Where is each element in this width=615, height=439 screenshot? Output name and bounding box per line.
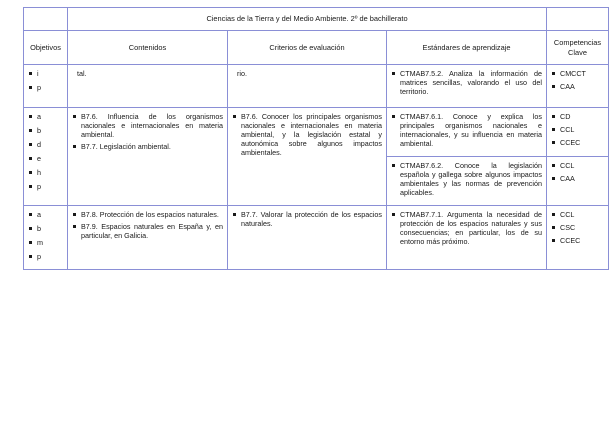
objetivo-item: i — [28, 69, 63, 78]
curriculum-table — [23, 7, 609, 270]
competencia-item: CCEC — [551, 138, 604, 147]
criterio-text: rio. — [237, 69, 247, 78]
contenido-item: B7.7. Legislación ambiental. — [72, 142, 223, 151]
objetivo-item: b — [28, 126, 63, 135]
header-criterios: Criterios de evaluación — [228, 31, 387, 65]
objetivo-item: p — [28, 182, 63, 191]
contenido-item: B7.9. Espacios naturales en España y, en particular, en Galicia. — [72, 222, 223, 240]
header-competencias: Competencias Clave — [547, 31, 609, 65]
competencia-item: CD — [551, 112, 604, 121]
competencia-item: CCEC — [551, 236, 604, 245]
criterio-item: B7.7. Valorar la protección de los espacios naturales. — [232, 210, 382, 228]
competencia-item: CAA — [551, 82, 604, 91]
estandar-item: CTMAB7.7.1. Argumenta la necesidad de protección de los espacios naturales y sus consecuencias; en particular, los de su entorno más próximo. — [391, 210, 542, 246]
objetivo-item: p — [28, 83, 63, 92]
objetivo-item: a — [28, 112, 63, 121]
competencia-item: CCL — [551, 210, 604, 219]
objetivo-item: p — [28, 252, 63, 261]
table-title: Ciencias de la Tierra y del Medio Ambiente. 2º de bachillerato — [68, 8, 547, 31]
competencia-item: CMCCT — [551, 69, 604, 78]
header-objetivos: Objetivos — [24, 31, 68, 65]
table-row — [24, 108, 609, 157]
competencia-item: CAA — [551, 174, 604, 183]
contenido-text: tal. — [77, 69, 87, 78]
objetivo-item: h — [28, 168, 63, 177]
estandar-item: CTMAB7.5.2. Analiza la información de matrices sencillas, valorando el uso del territorio. — [391, 69, 542, 96]
competencia-item: CCL — [551, 161, 604, 170]
competencia-item: CCL — [551, 125, 604, 134]
table-row — [24, 206, 609, 270]
header-contenidos: Contenidos — [68, 31, 228, 65]
contenido-item: B7.6. Influencia de los organismos nacionales e internacionales en materia ambiental. — [72, 112, 223, 139]
contenido-item: B7.8. Protección de los espacios naturales. — [72, 210, 223, 219]
estandar-item: CTMAB7.6.1. Conoce y explica los principales organismos nacionales e internacionales, y su influencia en materia ambiental. — [391, 112, 542, 148]
objetivo-item: m — [28, 238, 63, 247]
table-row — [24, 65, 609, 108]
competencia-item: CSC — [551, 223, 604, 232]
objetivo-item: a — [28, 210, 63, 219]
objetivo-item: b — [28, 224, 63, 233]
header-estandares: Estándares de aprendizaje — [387, 31, 547, 65]
criterio-item: B7.6. Conocer los principales organismos nacionales e internacionales en materia ambiental, y la legislación estatal y autonómica sobre algunos impactos ambientales. — [232, 112, 382, 157]
objetivo-item: d — [28, 140, 63, 149]
objetivo-item: e — [28, 154, 63, 163]
estandar-item: CTMAB7.6.2. Conoce la legislación española y gallega sobre algunos impactos ambientales y las normas de prevención aplicables. — [391, 161, 542, 197]
